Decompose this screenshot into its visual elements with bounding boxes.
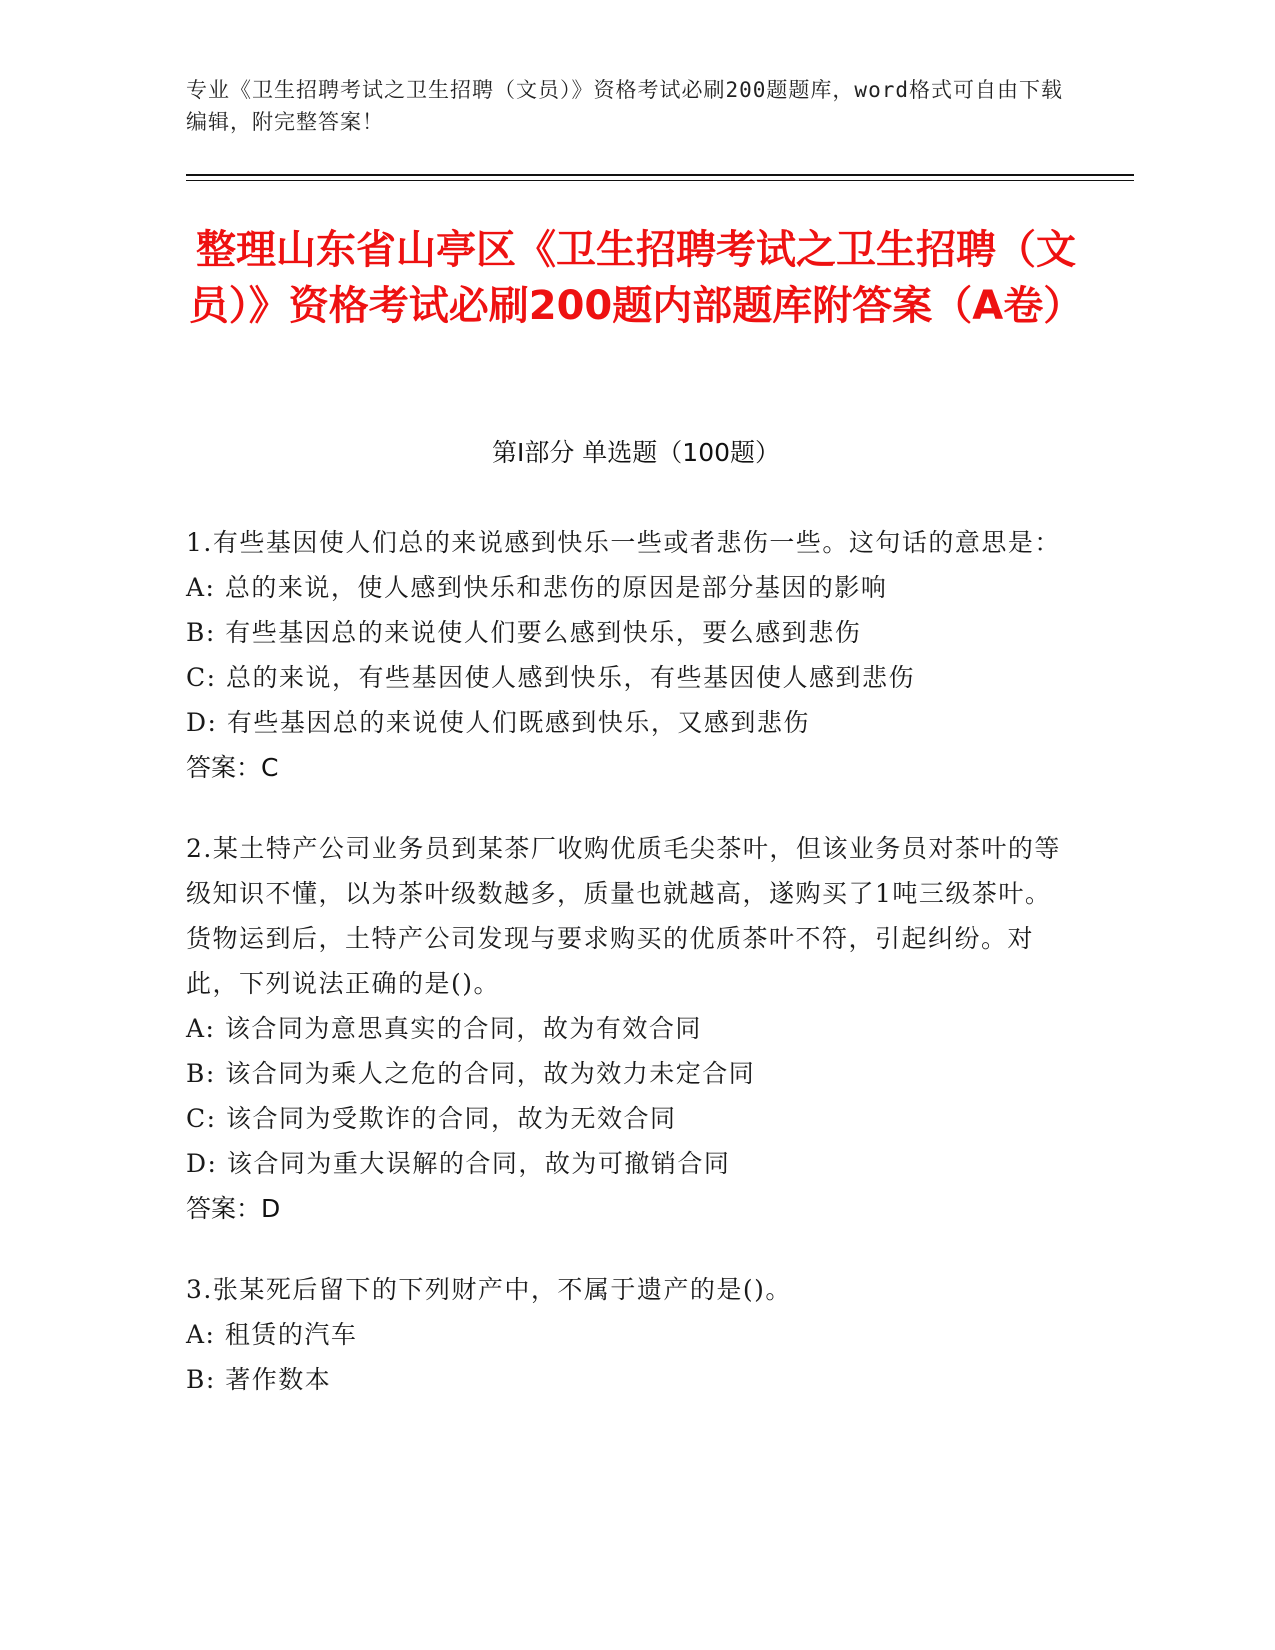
question-option-a: A: 租赁的汽车	[186, 1320, 358, 1349]
question-option-d: D: 有些基因总的来说使人们既感到快乐，又感到悲伤	[186, 708, 810, 737]
question-option-d: D: 该合同为重大误解的合同，故为可撤销合同	[186, 1149, 731, 1178]
question-option-c: C: 该合同为受欺诈的合同，故为无效合同	[186, 1104, 677, 1133]
header-note: 专业《卫生招聘考试之卫生招聘（文员）》资格考试必刷200题题库，word格式可自由下载编辑，附完整答案！	[186, 78, 1063, 134]
question-stem: 3.张某死后留下的下列财产中，不属于遗产的是()。	[186, 1275, 792, 1304]
question-stem: 2.某土特产公司业务员到某茶厂收购优质毛尖茶叶，但该业务员对茶叶的等级知识不懂，以为茶叶级数越多，质量也就越高，遂购买了1吨三级茶叶。货物运到后，土特产公司发现与要求购买的优质茶叶不符，引起纠纷。对此，下列说法正确的是()。	[186, 834, 1061, 998]
header-divider-thick	[186, 174, 1134, 176]
question-option-a: A: 该合同为意思真实的合同，故为有效合同	[186, 1014, 702, 1043]
question-item	[186, 520, 1066, 790]
header-divider-thin	[186, 180, 1134, 181]
question-stem: 1.有些基因使人们总的来说感到快乐一些或者悲伤一些。这句话的意思是：	[186, 528, 1061, 557]
question-answer: 答案：C	[186, 753, 279, 782]
section-heading: 第Ⅰ部分 单选题（100题）	[491, 438, 781, 467]
document-title: 整理山东省山亭区《卫生招聘考试之卫生招聘（文员）》资格考试必刷200题内部题库附答案（A卷）	[188, 227, 1084, 329]
question-item	[186, 826, 1066, 1231]
question-option-b: B: 该合同为乘人之危的合同，故为效力未定合同	[186, 1059, 756, 1088]
question-answer: 答案：D	[186, 1194, 281, 1223]
question-option-c: C: 总的来说，有些基因使人感到快乐，有些基因使人感到悲伤	[186, 663, 916, 692]
question-option-b: B: 有些基因总的来说使人们要么感到快乐，要么感到悲伤	[186, 618, 862, 647]
question-item	[186, 1267, 1066, 1402]
question-option-a: A: 总的来说，使人感到快乐和悲伤的原因是部分基因的影响	[186, 573, 888, 602]
question-list	[186, 520, 1066, 1438]
question-option-b: B: 著作数本	[186, 1365, 332, 1394]
